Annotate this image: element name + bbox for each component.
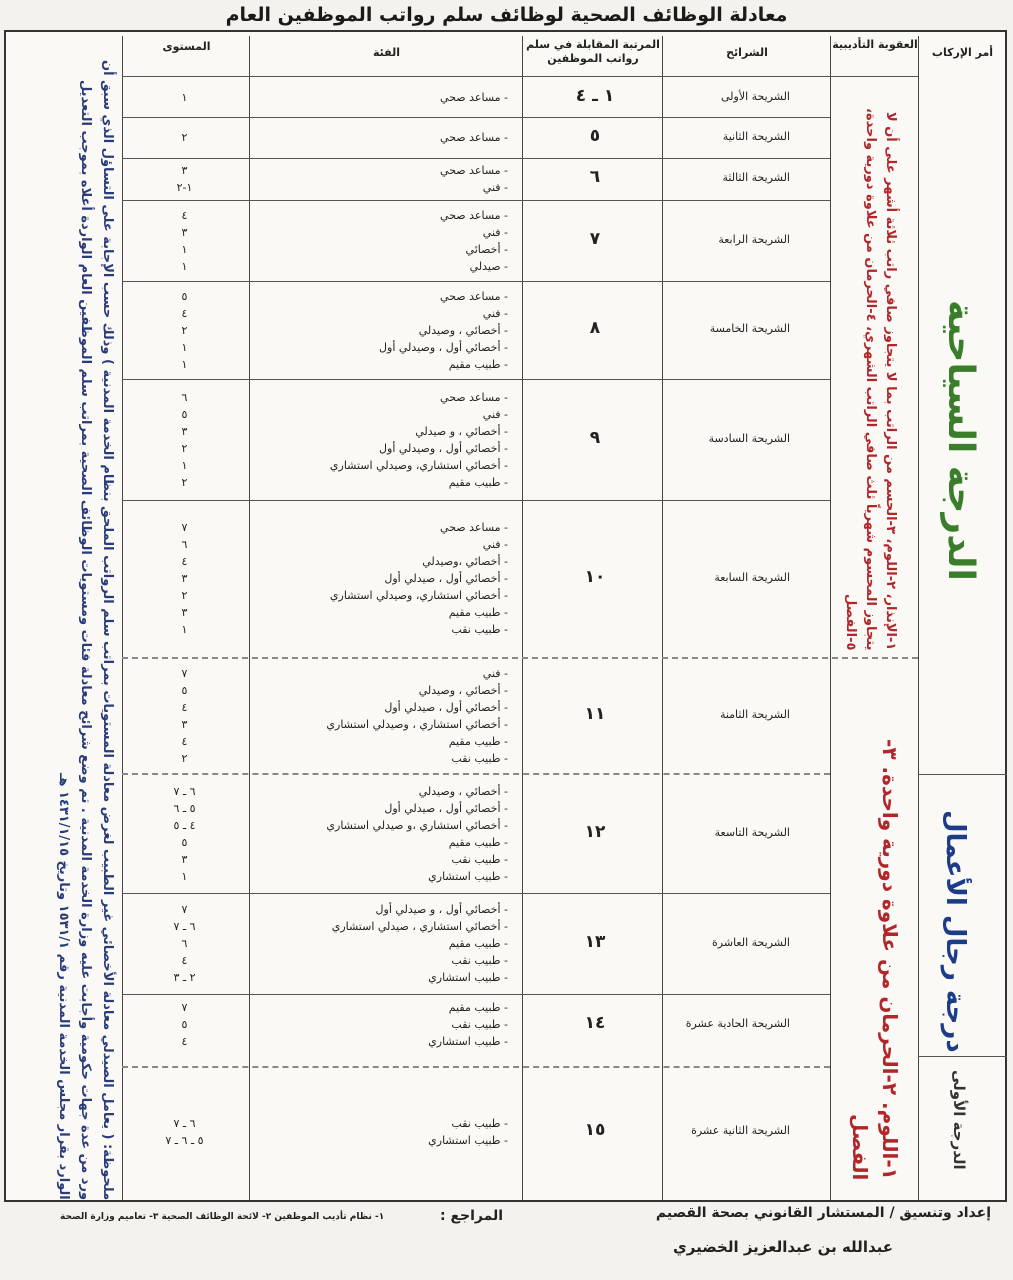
level-item: ٦ (181, 937, 188, 950)
level-list (122, 665, 247, 767)
rank-value: ١ ـ ٤ (575, 85, 615, 106)
level-item: ١ (181, 340, 188, 354)
category-item: - أخصائي أول ، وصيدلي أول (379, 441, 508, 455)
category-item: - مساعد صحي (440, 164, 508, 177)
level-item: ٥ (181, 289, 188, 303)
level-item: ٤ (181, 734, 188, 748)
category-list (250, 665, 522, 767)
band-label: الشريحة الحادية عشرة (685, 1016, 790, 1030)
level-item: ٣ (181, 225, 188, 239)
rank-value: ٨ (589, 318, 601, 338)
category-item: - أخصائي ، وصيدلي (418, 683, 508, 697)
band-label: الشريحة الثانية (722, 129, 790, 143)
level-item: ٧ (181, 1001, 188, 1014)
category-item: - طبيب مقيم (448, 357, 508, 371)
header-band: الشرائح (726, 46, 768, 59)
category-item: - طبيب نقب (451, 954, 508, 967)
category-item: - طبيب نقب (451, 751, 508, 765)
category-item: - طبيب استشاري (428, 1134, 508, 1147)
level-item: ٢ ـ ٣ (173, 971, 196, 984)
level-item: ١ (181, 357, 188, 371)
level-item: ٥ (181, 1018, 188, 1031)
level-item: ٢ (181, 323, 188, 337)
rank-value: ١٤ (584, 1012, 606, 1033)
category-item: - مساعد صحي (440, 91, 508, 104)
level-item: ٥ ـ ٦ ـ ٧ (165, 1134, 204, 1147)
category-item: - أخصائي ، وصيدلي (418, 323, 508, 337)
level-item: ٣ (181, 852, 188, 866)
category-item: - فني (482, 225, 508, 239)
level-item: ٤ (181, 306, 188, 320)
level-item: ٤ (181, 208, 188, 222)
category-item: - أخصائي (465, 242, 508, 256)
row-separator (122, 994, 830, 995)
header-category: الفئة (373, 46, 400, 59)
category-item: - طبيب مقيم (448, 835, 508, 849)
row-separator (122, 893, 830, 894)
side-note: ملحوظة: ( يعامل الصيدلي معادلة الأخصائي غير الطبيب لغرض معادلة المستويات بمراتب سلم الرواتب الملحق بنظام الخدمة المدنية ) وذلك حسب الإجابة على التساؤل الذي سبق أن ورد من عدة جهات حكومية وأجابت عليه وزارة الخدمة المدنية . تم وضع شرائح معادلة فئات ومستويات الوظائف الصحية بمراتب سلم الموظفين العام الواردة أعلاه بموجب التعديل الوارد بقرار مجلس الخدمة المدنية رقم ١٥٣١/١ وتاريخ ١٤٣١/١/١٥ هـ (56, 59, 115, 1200)
level-item: ٢ (181, 589, 188, 602)
category-item: - أخصائي ، و صيدلي (415, 424, 508, 438)
rank-value: ٧ (589, 228, 601, 249)
level-item: ١ (181, 242, 188, 256)
category-item: - طبيب مقيم (448, 475, 508, 489)
row-separator (122, 379, 830, 380)
category-item: - فني (482, 181, 508, 194)
category-item: - طبيب مقيم (448, 1001, 508, 1014)
level-item: ٦ (181, 538, 188, 551)
category-item: - أخصائي أول ، صيدلي أول (384, 572, 508, 585)
references-label: المراجع : (440, 1208, 504, 1224)
level-item: ٤ (181, 700, 188, 714)
authority-first: الدرجة الأولى (950, 1070, 968, 1170)
category-list (250, 901, 522, 986)
level-item: ٧ (181, 666, 188, 680)
category-item: - أخصائي استشاري ، صيدلي استشاري (331, 920, 508, 933)
level-list (122, 129, 247, 146)
category-item: - أخصائي استشاري ،و صيدلي استشاري (326, 818, 508, 832)
level-list (122, 207, 247, 275)
level-item: ١ (181, 91, 188, 104)
band-label: الشريحة السادسة (708, 431, 790, 445)
col-divider (830, 36, 831, 1200)
category-item: - أخصائي أول ، صيدلي أول (384, 801, 508, 815)
header-separator (122, 76, 918, 77)
category-list (250, 389, 522, 491)
band-label: الشريحة السابعة (714, 570, 790, 584)
level-item: ٢ (181, 475, 188, 489)
authority-business: درجة رجال الأعمال (940, 810, 970, 1053)
level-item: ١ (181, 623, 188, 636)
level-item: ٣ (181, 717, 188, 731)
level-item: ٣ (181, 424, 188, 438)
level-item: ١ (181, 259, 188, 273)
header-authority: أمر الإركاب (931, 46, 994, 59)
level-item: ٣ (181, 572, 188, 585)
level-item: ٢ (181, 441, 188, 455)
level-item: ٣ (181, 164, 188, 177)
section-divider (122, 657, 918, 659)
band-label: الشريحة الثانية عشرة (691, 1124, 790, 1137)
category-list (250, 783, 522, 885)
category-list (250, 288, 522, 373)
category-item: - صيدلي (469, 259, 508, 273)
level-item: ٢ (181, 751, 188, 765)
level-item: ٥ ـ ٦ (173, 801, 196, 815)
category-list (250, 1115, 522, 1149)
penalty-group-1: ١-الإنذار، ٢-اللوم، ٣-الحسم من الراتب بما لا يتجاوز صافي راتب ثلاثة أشهر على أن لا يتجاوز المحسوم شهرياً ثلث صافي الراتب الشهري، ٤-الحرمان من علاوة دورية واحدة، ٥-الفصل (843, 107, 898, 650)
level-item: ٧ (181, 521, 188, 534)
rank-value: ١٣ (584, 931, 606, 952)
level-list (122, 389, 247, 491)
authority-divider (918, 1056, 1007, 1057)
category-item: - مساعد صحي (440, 131, 508, 144)
band-label: الشريحة الثالثة (722, 171, 790, 184)
category-item: - مساعد صحي (440, 208, 508, 222)
category-list (250, 129, 522, 146)
category-item: - فني (482, 538, 508, 551)
row-separator (122, 500, 830, 501)
category-item: - فني (482, 407, 508, 421)
category-item: - طبيب استشاري (428, 869, 508, 883)
band-label: الشريحة العاشرة (712, 935, 790, 949)
row-separator (122, 158, 830, 159)
authority-economy: الدرجة السياحية (940, 300, 981, 581)
level-item: ٦ (181, 390, 188, 404)
rank-value: ١٥ (584, 1120, 606, 1140)
rank-value: ٥ (589, 125, 601, 146)
category-item: - مساعد صحي (440, 521, 508, 534)
category-item: - أخصائي أول ، وصيدلي أول (379, 340, 508, 354)
level-item: ٥ (181, 407, 188, 421)
level-item: ٣ (181, 606, 188, 619)
band-label: الشريحة الرابعة (718, 232, 790, 246)
section-divider (122, 773, 830, 775)
level-item: ٦ ـ ٧ (173, 920, 196, 933)
category-item: - طبيب نقب (451, 623, 508, 636)
rank-value: ١٢ (584, 821, 606, 842)
level-item: ٤ (181, 1035, 188, 1048)
category-item: - أخصائي استشاري، وصيدلي استشاري (329, 458, 508, 472)
header-rank: المرتبة المقابلة في سلم رواتب الموظفين (526, 38, 660, 65)
level-item: ٦ ـ ٧ (173, 1117, 196, 1130)
rank-value: ٩ (589, 427, 601, 448)
category-item: - طبيب مقيم (448, 734, 508, 748)
level-item: ٦ ـ ٧ (173, 784, 196, 798)
category-item: - مساعد صحي (440, 289, 508, 303)
category-list (250, 519, 522, 638)
level-item: ٥ (181, 835, 188, 849)
category-item: - طبيب نقب (451, 1018, 508, 1031)
category-item: - أخصائي استشاري ، وصيدلي استشاري (326, 717, 508, 731)
category-item: - طبيب استشاري (428, 971, 508, 984)
category-item: - طبيب مقيم (448, 606, 508, 619)
category-item: - فني (482, 666, 508, 680)
category-item: - طبيب نقب (451, 1117, 508, 1130)
level-list (122, 162, 247, 196)
row-separator (122, 281, 830, 282)
author-name: عبدالله بن عبدالعزيز الخضيري (673, 1238, 893, 1256)
authority-divider (918, 774, 1007, 775)
rank-value: ١١ (584, 703, 606, 724)
level-item: ٥ (181, 683, 188, 697)
penalty-group-2: ١-اللوم. ٢-الحرمان من علاوة دورية واحدة. ٣-الفصل (848, 739, 902, 1180)
level-item: ٧ (181, 903, 188, 916)
header-level: المستوى (162, 40, 211, 53)
category-item: - طبيب استشاري (428, 1035, 508, 1048)
category-item: - أخصائي ، وصيدلي (418, 784, 508, 798)
level-item: ١ (181, 869, 188, 883)
col-divider (522, 36, 523, 1200)
header-penalty: العقوبة التأديبية (832, 38, 918, 51)
rank-value: ٦ (589, 167, 601, 187)
category-list (250, 207, 522, 275)
category-item: - أخصائي ،وصيدلي (422, 555, 508, 568)
category-item: - فني (482, 306, 508, 320)
level-list (122, 901, 247, 986)
level-item: ٤ (181, 555, 188, 568)
level-item: ٢ (181, 131, 188, 144)
category-item: - أخصائي استشاري، وصيدلي استشاري (329, 589, 508, 602)
prepared-by: إعداد وتنسيق / المستشار القانوني بصحة القصيم (655, 1205, 991, 1221)
band-label: الشريحة الثامنة (719, 707, 790, 721)
level-item: ١-٢ (176, 181, 193, 194)
category-list (250, 89, 522, 106)
category-item: - مساعد صحي (440, 390, 508, 404)
level-list (122, 1115, 247, 1149)
category-item: - أخصائي أول ، و صيدلي أول (375, 903, 508, 916)
category-item: - طبيب مقيم (448, 937, 508, 950)
level-list (122, 783, 247, 885)
level-list (122, 89, 247, 106)
band-label: الشريحة الخامسة (709, 322, 790, 335)
page-title: معادلة الوظائف الصحية لوظائف سلم رواتب الموظفين العام (225, 4, 788, 26)
level-item: ١ (181, 458, 188, 472)
rank-value: ١٠ (584, 566, 606, 587)
band-label: الشريحة التاسعة (714, 825, 790, 839)
category-item: - طبيب نقب (451, 852, 508, 866)
level-list (122, 519, 247, 638)
level-list (122, 999, 247, 1050)
references-text: ١- نظام تأديب الموظفين ٢- لائحة الوظائف الصحية ٣- تعاميم وزارة الصحة (60, 1212, 385, 1222)
row-separator (122, 200, 830, 201)
level-item: ٤ ـ ٥ (173, 818, 196, 832)
row-separator (122, 117, 830, 118)
category-list (250, 999, 522, 1050)
level-item: ٤ (181, 954, 188, 967)
col-divider (662, 36, 663, 1200)
category-item: - أخصائي أول ، صيدلي أول (384, 700, 508, 714)
col-divider (918, 36, 919, 1200)
category-list (250, 162, 522, 196)
band-label: الشريحة الأولى (720, 89, 790, 103)
section-divider (122, 1066, 830, 1068)
level-list (122, 288, 247, 373)
